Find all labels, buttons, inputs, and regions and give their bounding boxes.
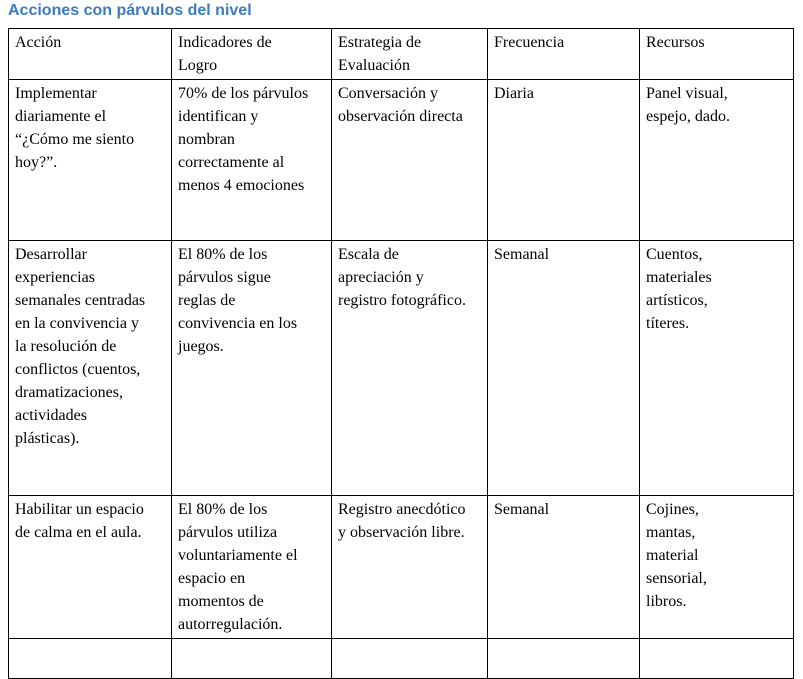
table-cell-empty — [9, 639, 172, 679]
actions-table — [8, 28, 794, 679]
table-cell-empty — [332, 639, 488, 679]
table-cell-empty — [640, 639, 794, 679]
table-cell-estrategia: Escala de apreciación y registro fotográfico. — [332, 241, 488, 496]
table-cell-estrategia: Conversación y observación directa — [332, 80, 488, 241]
table-row — [9, 80, 794, 241]
table-cell-accion: Desarrollar experiencias semanales centradas en la convivencia y la resolución de conflictos (cuentos, dramatizaciones, actividades plásticas). — [9, 241, 172, 496]
table-cell-recursos: Panel visual, espejo, dado. — [640, 80, 794, 241]
table-cell-indicadores: El 80% de los párvulos sigue reglas de convivencia en los juegos. — [172, 241, 332, 496]
header-cell-indicadores: Indicadores de Logro — [172, 29, 332, 80]
table-cell-recursos: Cojines, mantas, material sensorial, libros. — [640, 496, 794, 639]
table-header-row — [9, 29, 794, 80]
table-cell-frecuencia: Semanal — [488, 496, 640, 639]
table-cell-accion: Implementar diariamente el “¿Cómo me siento hoy?”. — [9, 80, 172, 241]
table-cell-indicadores: 70% de los párvulos identifican y nombran correctamente al menos 4 emociones — [172, 80, 332, 241]
table-row — [9, 241, 794, 496]
table-cell-estrategia: Registro anecdótico y observación libre. — [332, 496, 488, 639]
header-cell-frecuencia: Frecuencia — [488, 29, 640, 80]
table-cell-frecuencia: Semanal — [488, 241, 640, 496]
table-cell-accion: Habilitar un espacio de calma en el aula. — [9, 496, 172, 639]
header-cell-recursos: Recursos — [640, 29, 794, 80]
header-cell-estrategia: Estrategia de Evaluación — [332, 29, 488, 80]
table-row — [9, 496, 794, 639]
page-title: Acciones con párvulos del nivel — [8, 2, 252, 19]
table-cell-indicadores: El 80% de los párvulos utiliza voluntariamente el espacio en momentos de autorregulación. — [172, 496, 332, 639]
table-cell-empty — [488, 639, 640, 679]
table-cell-recursos: Cuentos, materiales artísticos, títeres. — [640, 241, 794, 496]
table-cell-empty — [172, 639, 332, 679]
table-cell-frecuencia: Diaria — [488, 80, 640, 241]
table-row-partial — [9, 639, 794, 679]
header-cell-accion: Acción — [9, 29, 172, 80]
